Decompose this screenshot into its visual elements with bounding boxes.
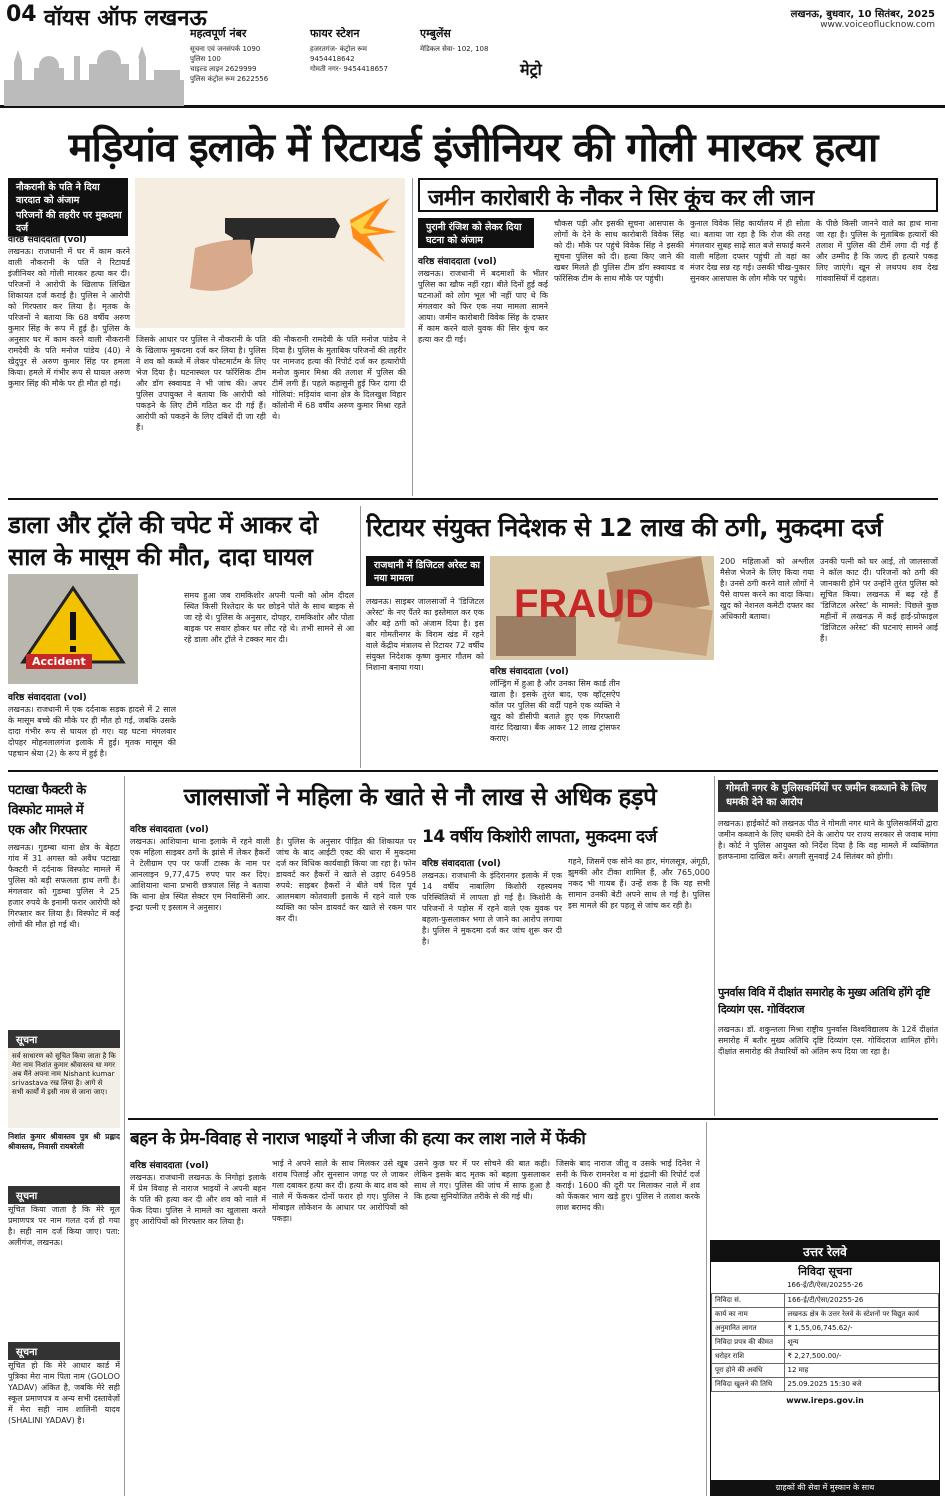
railway-org: उत्तर रेलवे (711, 1241, 939, 1262)
story2-column-a: लखनऊ। राजधानी में बदमाशों के भीतर पुलिस का खौफ नहीं रहा। बीते दिनों हुई कई घटनाओं को लोग भूल भी नहीं पाए थे कि मंगलवार को फिर एक नया मामला सामने आया। जमीन कारोबारी विवेक सिंह के दफ्तर में काम करने वाले युवक की सिर कूंच कर हत्या कर दी गई। (418, 269, 548, 344)
column-divider (706, 1122, 707, 1496)
story3-column-b: समय हुआ जब रामकिशोर अपनी पत्नी को ओम दीदल स्थित किसी रिश्तेदार के घर छोड़ने पोते के साथ बाइक से जा रहे थे। पुलिस के अनुसार, दोपहर, रामकिशोर और पोता बाइक पर सवार होकर घर लौट रहे थे। तभी सामने से आ रहे डाला और ट्रॉले ने टक्कर मार दी। (184, 591, 354, 644)
story10-column-d: जिसके बाद नाराज जीतू व उसके भाई दिनेश ने सनी के फिरु रामनरेश व मां इंद्रानी की रिपोर्ट दर्ज कराई। 1600 की दूरी पर मिलाकर नाले में शव को फेंककर भाग खड़े हुए। पुलिस ने तलाश करके लाश बरामद की। (556, 1159, 700, 1212)
story1-bullet-1: नौकरानी के पति ने दिया वारदात को अंजाम (8, 178, 128, 208)
table-row: कार्य का नाम लखनऊ क्षेत्र के उत्तर रेलवे के स्टेशनों पर विद्युत कार्य (712, 1308, 939, 1322)
notice3-text: सूचित हो कि मेरे आधार कार्ड में पुत्रिका मेरा नाम पिता नाम (GOLOO YADAV) अंकित है, जबकि मेरे सही स्कूल प्रमाणपत्र व अन्य सभी दस्तावेज़ों में मेरा सही नाम शालिनी यादव (SHALINI YADAV) है। (8, 1361, 120, 1425)
story1-column-c: की नौकरानी रामदेवी के पति मनोज पांडेय ने दिया है। पुलिस के मुताबिक परिजनों की तहरीर पर नामजद हत्या की रिपोर्ट दर्ज कर हत्यारोपी मनोज कुमार मिश्रा की तलाश में पुलिस की टीमें लगी हैं। पहले कहासुनी हुई फिर दागा दी गोलियां: मड़ियांव थाना क्षेत्र के दिलखुश विहार कॉलोनी में 68 वर्षीय अरुण कुमार मिश्रा रहते थे। (272, 335, 406, 421)
table-row: धरोहर राशि ₹ 2,27,500.00/- (712, 1350, 939, 1364)
notice1-signature: निशांत कुमार श्रीवास्तव पुत्र श्री प्रह्लाद श्रीवास्तव, निवासी रायबरेली (8, 1132, 120, 1151)
main-headline: मड़ियांव इलाके में रिटायर्ड इंजीनियर की गोली मारकर हत्या (68, 125, 878, 171)
story10-column-b: भाई ने अपने साले के साथ मिलकर उसे खूब शराब पिलाई और सुनसान जगह पर ले जाकर गला दबाकर हत्या कर दी। हत्या के बाद शव को नाले में फेंककर दोनों फरार हो गए। पुलिस ने मोबाइल लोकेशन के आधार पर आरोपियों को पकड़ा। (272, 1159, 408, 1223)
story9-column: लखनऊ। डॉ. शकुन्तला मिश्रा राष्ट्रीय पुनर्वास विश्वविद्यालय के 12वें दीक्षांत समारोह में बतौर मुख्य अतिथि दृष्टि दिव्यांग एस. गोविंदराज शामिल होंगे। दीक्षांत समारोह की तैयारियों को अंतिम रूप दिया जा रहा है। (718, 1025, 938, 1056)
date-line: लखनऊ, बुधवार, 10 सितंबर, 2025 (790, 9, 935, 20)
table-row: पूरा होने की अवधि 12 माह (712, 1364, 939, 1378)
story5-column: लखनऊ। गुडम्बा थाना क्षेत्र के बेहटा गांव में 31 अगस्त को अवैध पटाखा फैक्टरी में दर्दनाक विस्फोट मामले में पुलिस को बड़ी सफलता हाथ लगी है। मंगलवार को गुडम्बा पुलिस ने 25 हजार रुपये के इनामी फरार आरोपी को गिरफ्तार कर लिया है। विस्फोट में कई लोगों की मौत हो गई थी। (8, 843, 120, 929)
story7-column-a: लखनऊ। राजधानी के इंदिरानगर इलाके में एक 14 वर्षीय नाबालिग किशोरी रहस्यमय परिस्थितियों में लापता हो गई है। किशोरी के परिजनों ने पड़ोस में रहने वाले एक युवक पर बहला-फुसलाकर भगा ले जाने का आरोप लगाया है। पुलिस ने मुकदमा दर्ज कर जांच शुरू कर दी है। (422, 871, 562, 946)
story5-headline-line2: विस्फोट मामले में (8, 803, 84, 818)
story7-byline: वरिष्ठ संवाददाता (vol) (422, 859, 501, 869)
notice2-title: सूचना (8, 1186, 120, 1204)
fire-station-title: फायर स्टेशन (310, 27, 360, 40)
railway-notice-table (711, 1293, 939, 1392)
story3-byline: वरिष्ठ संवाददाता (vol) (8, 693, 87, 703)
story6-column-b: है। पुलिस के अनुसार पीड़ित की शिकायत पर जांच के बाद आईटी एक्ट की धारा में मुकदमा दर्ज कर विधिक कार्यवाही किया जा रहा है। फोन डायवर्ट कर हैकरों ने खाते से उड़ाए 64958 रुपये: साइबर हैकरों ने बीते वर्ष दिल पूर्व आलमबाग कोतवाली इलाके में रहने वाले एक व्यक्ति का फोन डायवर्ट कर खाते से रकम पार कर दी। (276, 837, 416, 923)
story7-headline: 14 वर्षीय किशोरी लापता, मुकदमा दर्ज (422, 827, 657, 847)
section-divider (128, 1118, 938, 1120)
table-row: अनुमानित लागत ₹ 1,55,06,745.62/- (712, 1322, 939, 1336)
story4-column-a: लखनऊ। साइबर जालसाजों ने 'डिजिटल अरेस्ट' के नए पैंतरे का इस्तेमाल कर एक और बड़े ठगी को अंजाम दिया है। इस बार गोमतीनगर के विराम खंड में रहने वाले केंद्रीय मंत्रालय से रिटायर 72 वर्षीय संयुक्त निदेशक कृष्ण कुमार गौतम को निशाना बनाया गया। (366, 597, 484, 672)
notice1-title: सूचना (8, 1030, 120, 1048)
section-tag: मेट्रो (520, 60, 542, 79)
railway-website: www.ireps.gov.in (786, 1396, 864, 1405)
column-divider (412, 178, 413, 496)
story4-column-d: उनकी पत्नी को घर आई, तो जालसाजों ने कॉल काट दी। परिजनों को ठगी की जानकारी होने पर उन्होंने तुरंत पुलिस को सूचित किया। लखनऊ में बढ़ रहे हैं 'डिजिटल अरेस्ट' के मामले: पिछले कुछ महीनों में लखनऊ में कई हाई-प्रोफाइल 'डिजिटल अरेस्ट' की घटनाएं सामने आई हैं। (820, 557, 938, 643)
newspaper-name: वॉयस ऑफ लखनऊ (44, 6, 207, 31)
railway-footer: ग्राहकों की सेवा में मुस्कान के साथ (711, 1480, 939, 1495)
story2-byline: वरिष्ठ संवाददाता (vol) (418, 257, 497, 267)
story3-headline-line1: डाला और ट्रॉले की चपेट में आकर दो (8, 511, 318, 538)
column-divider (360, 506, 361, 768)
story4-column-c: 200 महिलाओं को अश्लील मैसेज भेजने के लिए किया गया है। उनसे ठगी करने वाले लोगों ने पैसे वापस करने का वादा किया। खुद को नेशनल कमेटी दफ्तर का अधिकारी बताया। (720, 557, 814, 621)
story2-column-d: के पीछे किसी जानने वाले का हाथ माना जा रहा है। पुलिस के मुताबिक हत्यारों की तलाश में पुलिस की टीमें लगा दी गई हैं और उम्मीद है कि जल्द ही हत्यारे पकड़ लिए जाएंगे। खून से लथपथ शव देख गांववासियों में दहशत। (816, 219, 938, 283)
masthead (0, 0, 945, 108)
important-numbers: महत्वपूर्ण नंबर सूचना एवं जनसंपर्क 1090 पुलिस 100 चाइल्ड लाइन 2629999 पुलिस कंट्रोल रूम 2622556 (190, 26, 300, 84)
section-divider (8, 498, 938, 500)
story2-column-b: चौकस पड़ी और इसकी सूचना आसपास के लोगों के देने के साथ कारोबारी विवेक सिंह को दी। मौके पर पहुंचे विवेक सिंह ने इसकी सूचना पुलिस को दी। हत्या किए जाने की खबर मिलते ही पुलिस टीम डॉग स्क्वायड व फॉरेंसिक टीम के साथ मौके पर पहुंची। (554, 219, 684, 283)
story4-column-b: लॉन्ड्रिंग में हुआ है और उनका सिम कार्ड तीन खाता है। इसके तुरंत बाद, एक व्हॉट्सऐप कॉल पर पुलिस की वर्दी पहने एक व्यक्ति ने खुद को डीसीपी बताते हुए एक गिरफ्तारी वारंट दिखाया। बैंक आकर 12 लाख ट्रांसफर कराए। (490, 679, 620, 743)
story5-headline-line1: पटाखा फैक्टरी के (8, 783, 86, 798)
gun-firing-illustration (135, 178, 405, 328)
story1-column-b: जिसके आधार पर पुलिस ने नौकरानी के पति के खिलाफ मुकदमा दर्ज कर लिया है। पुलिस ने शव को कब्जे में लेकर पोस्टमार्टम के लिए भेज दिया है। घटनास्थल पर फॉरेंसिक टीम और डॉग स्क्वायड ने भी जांच की। अपर पुलिस उपायुक्त ने बताया कि आरोपी को पकड़ने के लिए टीमें गठित कर दी गई हैं। आरोपी को पकड़ने के लिए दबिशें दी जा रही हैं। (136, 335, 266, 432)
story4-headline: रिटायर संयुक्त निदेशक से 12 लाख की ठगी, मुकदमा दर्ज (366, 513, 883, 542)
story10-column-c: उसने कुछ घर में पर सोचने की बात कही। लेकिन इसके बाद मृतक को बहला फुसलाकर साथ ले गए। पुलिस की जांच में साफ हुआ है कि हत्या सुनियोजित तरीके से की गई थी। (414, 1159, 550, 1201)
story6-column-a: लखनऊ। आशियाना थाना इलाके में रहने वाली एक महिला साइबर ठगों के झांसे में लेकर हैकरों ने टेलीग्राम एप पर फर्जी टास्क के नाम पर आनलाइन 9,77,475 रुपए पार कर दिए। आशियाना थाना प्रभारी छत्रपाल सिंह ने बताया कि थाना क्षेत्र स्थित सेक्टर एम निवासिनी आर. इन्द्रा पत्नी ए इस्लाम ने अनुसार। (130, 837, 270, 912)
story5-headline-line3: एक और गिरफ्तार (8, 823, 87, 838)
notice3-title: सूचना (8, 1342, 120, 1360)
column-divider (124, 776, 125, 1496)
website-url: www.voiceoflucknow.com (820, 20, 935, 30)
story2-bullet-1: पुरानी रंजिश को लेकर दिया घटना को अंजाम (418, 218, 534, 248)
ambulance: एम्बुलेंस मेडिकल सेवा- 102, 108 (420, 26, 510, 54)
story7-column-b: गहने, जिसमें एक सोने का हार, मंगलसूत्र, अंगूठी, झुमकी और टीका शामिल हैं, और 765,000 नकद भी गायब हैं। उन्हें शक है कि यह सभी सामान उनकी बेटी अपने साथ ले गई है। पुलिस इस मामले की हर पहलू से जांच कर रही है। (568, 857, 710, 910)
accident-label: Accident (26, 654, 92, 669)
story3-column-a: लखनऊ। राजधानी में एक दर्दनाक सड़क हादसे में 2 साल के मासूम बच्चे की मौके पर ही मौत हो गई, जबकि उसके दादा गंभीर रूप से घायल हो गए। यह घटना मंगलवार दोपहर मोहनलालगंज इलाके में हुई। मृतक मासूम की पहचान श्रेया (2) के रूप में हुई है। (8, 705, 176, 758)
story4-bullet-1: राजधानी में डिजिटल अरेस्ट का नया मामला (366, 556, 484, 586)
table-row: निविदा खुलने की तिथि 25.09.2025 15:30 बजे (712, 1378, 939, 1392)
section-divider (8, 770, 938, 772)
story8-column: लखनऊ। हाईकोर्ट को लखनऊ पीठ ने गोमती नगर थाने के पुलिसकर्मियों द्वारा जमीन कब्जाने के लिए धमकी देने के आरोप पर राज्य सरकार से जवाब मांगा है। कोर्ट ने पुलिस आयुक्त को निर्देश दिया है कि वह मामले में व्यक्तिगत हलफनामा दाखिल करें। अगली सुनवाई 24 सितंबर को होगी। (718, 819, 938, 861)
notice1-text: सर्व साधारण को सूचित किया जाता है कि मेरा नाम निशांत कुमार श्रीवास्तव था मगर अब मैंने अपना नाम Nishant kumar srivastava रख लिया है। आगे से सभी कार्यों में इसी नाम से जाना जाए। (8, 1048, 120, 1128)
important-contacts (190, 26, 510, 96)
story9-headline: पुनर्वास विवि में दीक्षांत समारोह के मुख्य अतिथि होंगे दृष्टि दिव्यांग एस. गोविंदराज (718, 986, 930, 1016)
story3-headline-line2: साल के मासूम की मौत, दादा घायल (8, 543, 313, 570)
notice2-text: सूचित किया जाता है कि मेरे मूल प्रमाणपत्र पर नाम गलत दर्ज हो गया है। सही नाम दर्ज किया जाए। पता: अलीगंज, लखनऊ। (8, 1205, 120, 1247)
story2-headline: जमीन कारोबारी के नौकर ने सिर कूंच कर ली जान (418, 178, 938, 212)
story10-column-a: लखनऊ। राजधानी लखनऊ के निगोहां इलाके में प्रेम विवाह से नाराज भाइयों ने अपनी बहन के पति की हत्या कर दी और शव को नाले में फेंक दिया। पुलिस ने मामले का खुलासा करते हुए आरोपियों को गिरफ्तार कर लिया है। (130, 1173, 266, 1226)
table-row: निविदा प्रपत्र की कीमत शून्य (712, 1336, 939, 1350)
column-divider (714, 776, 715, 1116)
story10-headline: बहन के प्रेम-विवाह से नाराज भाइयों ने जीजा की हत्या कर लाश नाले में फेंकी (130, 1129, 586, 1149)
story2-column-c: कुनाल विवेक सिंह कार्यालय में ही सोता था। बताया जा रहा है कि रोज की तरह मंगलवार सुबह साढ़े सात बजे सफाई करने वाली महिला दफ्तर पहुंची तो वहां का मंजर देख सन्न रह गई। उसकी चीख-पुकार सुनकर आसपास के लोग मौके पर पहुंचे। (690, 219, 810, 283)
story10-byline: वरिष्ठ संवाददाता (vol) (130, 1161, 209, 1171)
fraud-label: FRAUD (514, 582, 654, 626)
railway-tender-notice (710, 1240, 940, 1496)
table-row: निविदा सं. 166-ई/टी/ऐसा/20255-26 (712, 1294, 939, 1308)
story1-byline: वरिष्ठ संवाददाता (vol) (8, 235, 87, 245)
railway-notice-ref: 166-ई/टी/ऐसा/20255-26 (787, 1281, 863, 1289)
railway-notice-title: निविदा सूचना (798, 1265, 852, 1278)
story1-bullet-2: परिजनों की तहरीर पर मुकदमा दर्ज (8, 206, 128, 236)
story4-byline: वरिष्ठ संवाददाता (vol) (490, 667, 569, 677)
fire-station: फायर स्टेशन हजरतगंज- कंट्रोल रूम 9454418642 गोमती नगर- 9454418657 (310, 26, 410, 74)
page-number: 04 (6, 2, 37, 27)
ambulance-title: एम्बुलेंस (420, 27, 451, 40)
story6-byline: वरिष्ठ संवाददाता (vol) (130, 825, 209, 835)
story1-column-a: लखनऊ। राजधानी में घर में काम करने वाली नौकरानी के पति ने रिटायर्ड इंजीनियर को गोली मारकर हत्या कर दी। परिजनों ने आरोपी के खिलाफ लिखित शिकायत दर्ज कराई है। पुलिस ने आरोपी को गिरफ्तार कर लिया है। मृतक के परिजनों ने बताया कि 68 वर्षीय अरुण कुमार सिंह के रूप में हुई है। पुलिस के अनुसार घर में काम करने वाली नौकरानी रामदेवी के पति मनोज पांडेय (40) ने खेदुपुर से अरुण कुमार सिंह पर हमला किया। हमले में गंभीर रूप से घायल अरुण कुमार सिंह की मौके पर ही मौत हो गई। (8, 247, 130, 388)
fraud-photo (490, 556, 714, 660)
important-numbers-title: महत्वपूर्ण नंबर (190, 27, 247, 40)
story6-headline: जालसाजों ने महिला के खाते से नौ लाख से अधिक हड़पे (183, 783, 657, 811)
city-skyline-icon (4, 40, 184, 106)
accident-photo (8, 574, 138, 684)
story8-headline: गोमती नगर के पुलिसकर्मियों पर जमीन कब्जाने के लिए धमकी देने का आरोप (718, 780, 938, 812)
